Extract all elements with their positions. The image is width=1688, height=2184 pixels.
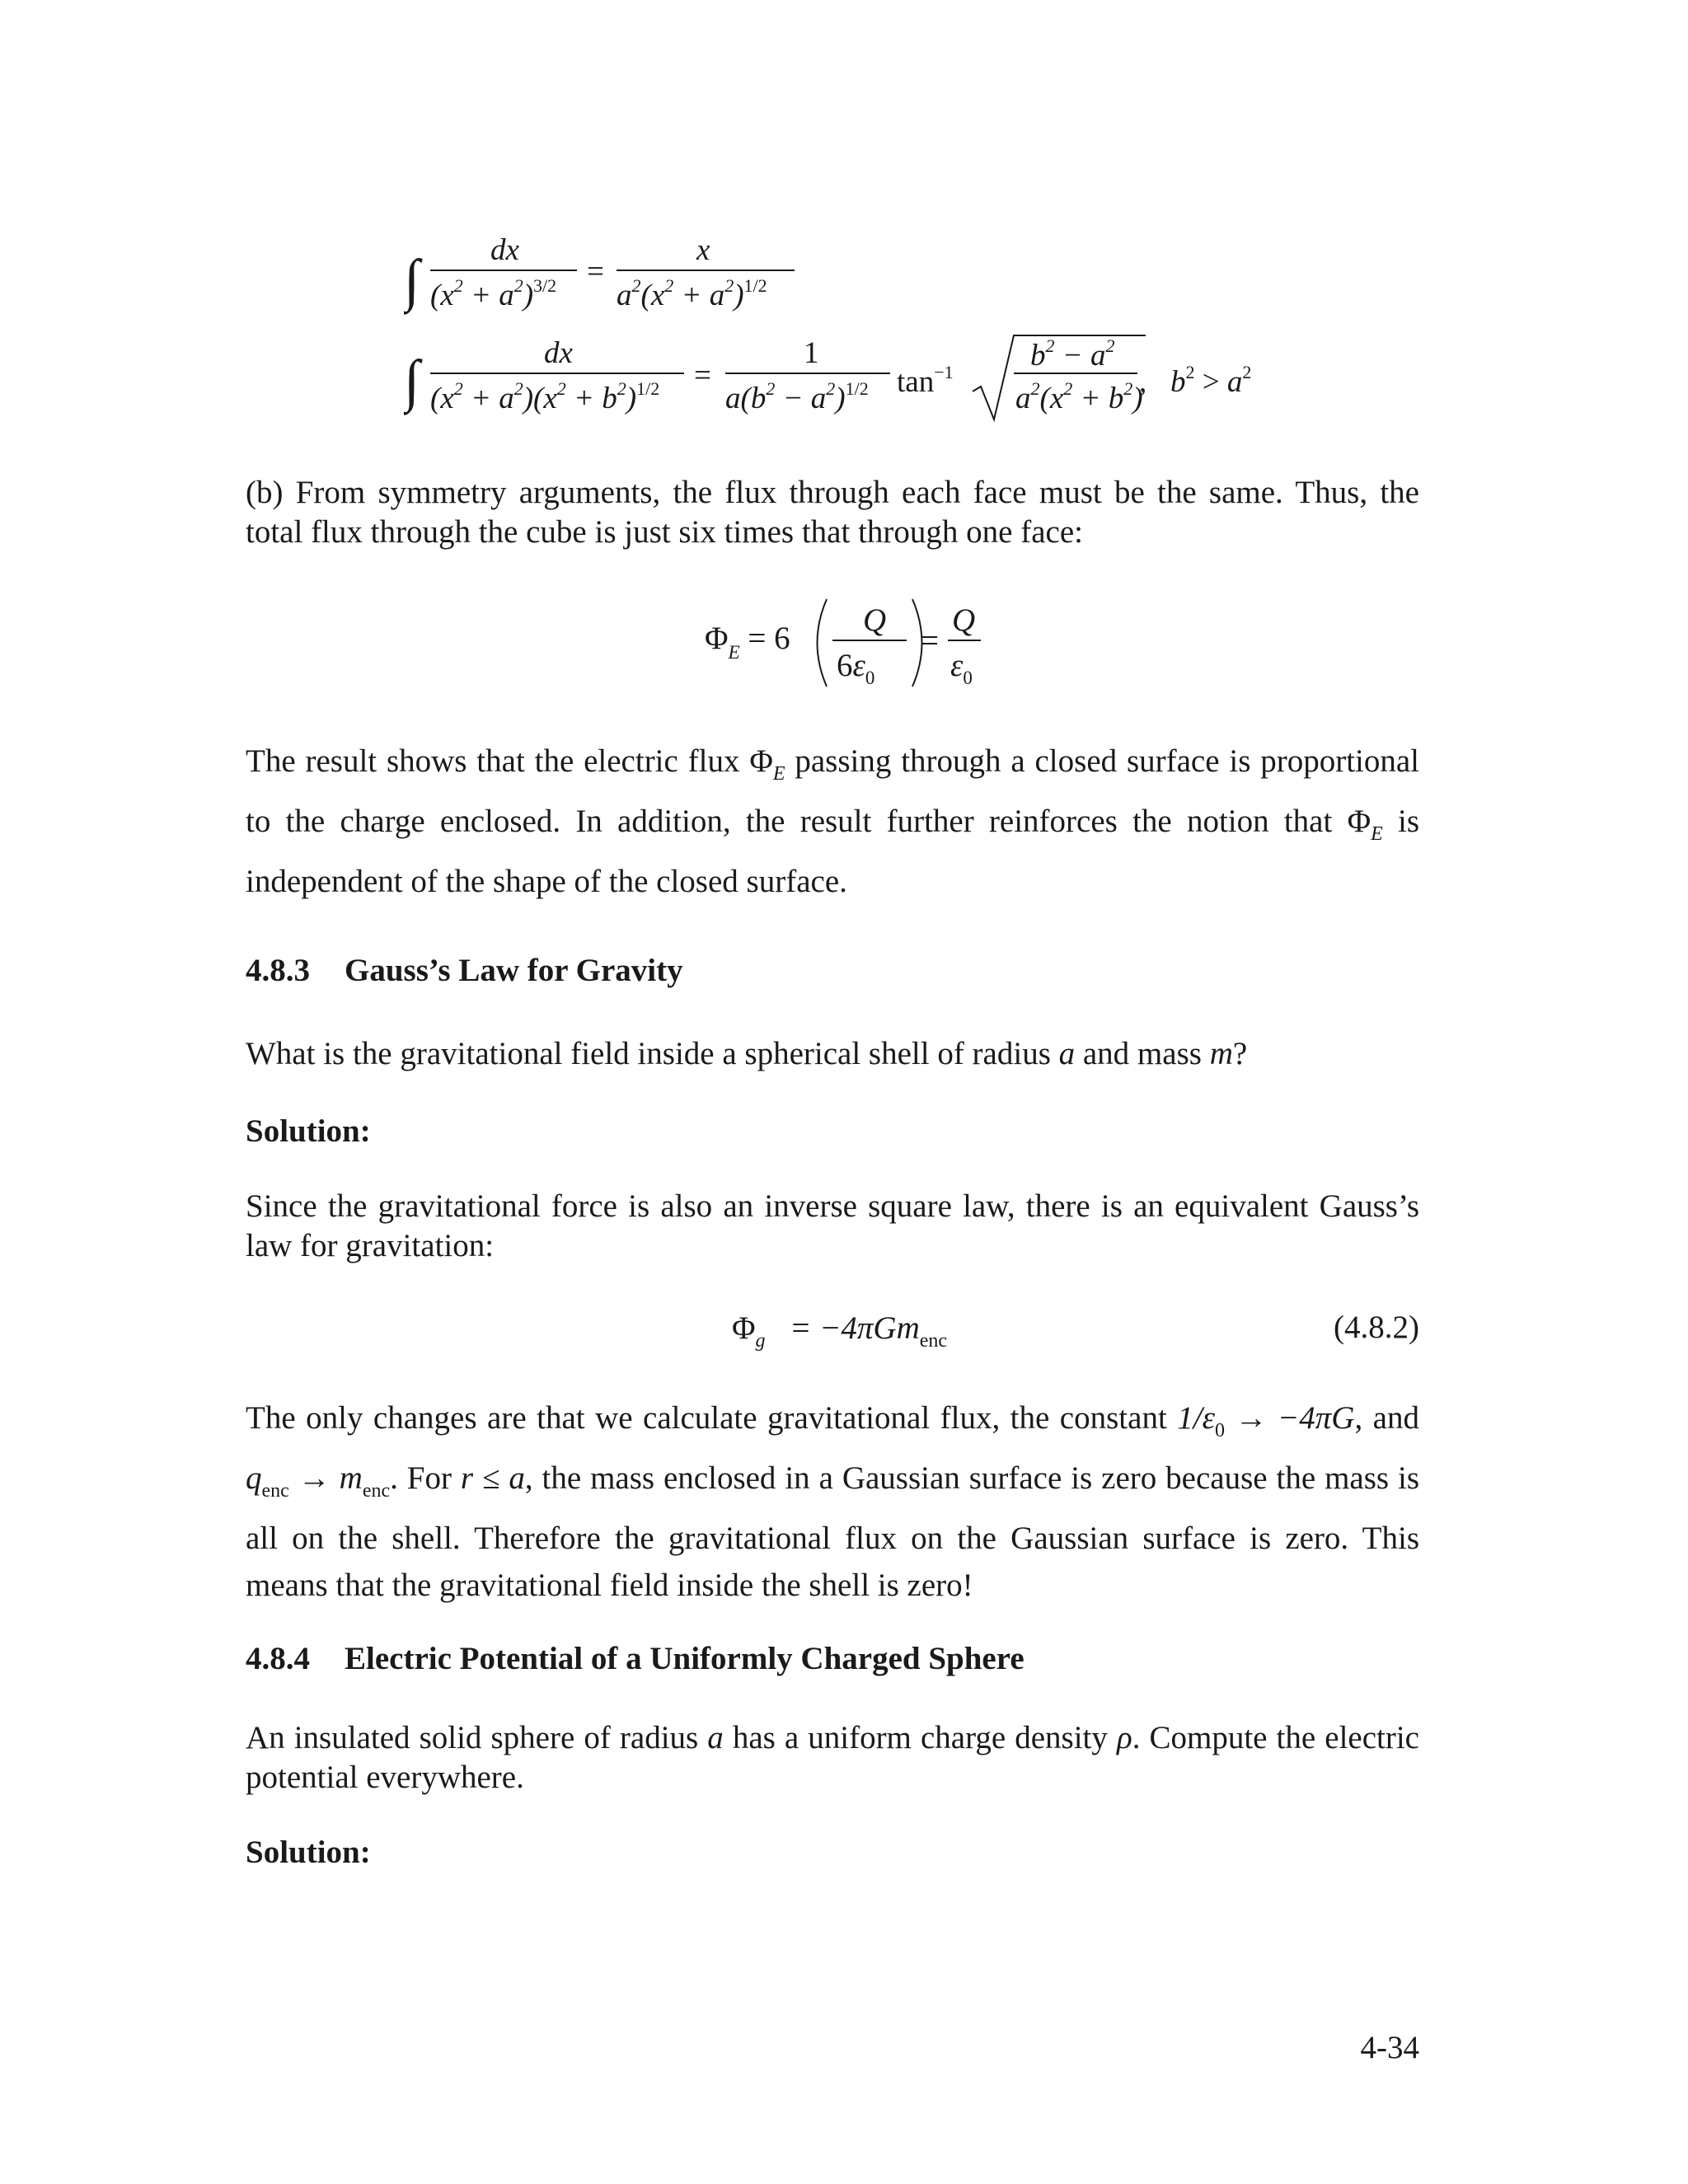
var-rho: ρ [1116, 1720, 1132, 1755]
section-title: Electric Potential of a Uniformly Charged Sphere [345, 1641, 1025, 1676]
arctan-function: $\tan^{-1}$ [897, 362, 954, 399]
left-paren [818, 599, 828, 687]
inner-denominator: $6\varepsilon_0$ [837, 648, 875, 688]
section-heading-4-8-3 [246, 952, 683, 989]
integral-sign: ∫ [404, 349, 420, 413]
gravity-flux-lhs: $\Phi_g$ [732, 1310, 766, 1352]
part-b-paragraph: (b) From symmetry arguments, the flux through each face must be the same. Thus, the total flux through the cube is just six times that through one face: [246, 475, 1419, 550]
paragraph-text: has a uniform charge density [732, 1720, 1108, 1755]
var-m: m [1209, 1036, 1233, 1071]
result-text-1: The result shows that the electric flux [246, 743, 740, 779]
solution-label: Solution: [246, 1113, 371, 1149]
comma: , [1139, 365, 1147, 399]
rhs-denominator: $\varepsilon_0$ [950, 648, 973, 688]
section-heading-4-8-4 [246, 1640, 1025, 1677]
phi-e-symbol: $\Phi_E$ [1347, 804, 1383, 845]
paragraph-text: . For [390, 1460, 452, 1496]
gravity-flux-rhs: = −4πGm$_{enc}$ [790, 1310, 948, 1352]
gravity-changes-paragraph [246, 1394, 1419, 1609]
int1-rhs-numerator: x [696, 235, 710, 267]
section-number: 4.8.4 [246, 1641, 310, 1676]
int2-root-numerator: $b^2 - a^2$ [1030, 335, 1115, 373]
paragraph-text: The only changes are that we calculate gravitational flux, the constant [246, 1400, 1167, 1436]
var-a: a [707, 1720, 724, 1755]
int2-rhs-denominator: $a(b^2 - a^2)^{1/2}$ [725, 378, 869, 415]
int1-lhs-denominator: $(x^2 + a^2)^{3/2}$ [430, 275, 557, 312]
question-text: What is the gravitational field inside a spherical shell of radius [246, 1036, 1051, 1071]
paragraph-text: , the mass enclosed in a Gaussian surface is zero because the mass is all on the shell. Therefore the gravitational flux on the Gaussian surface is zero. This means that the gravitational field inside the shell is zero! [246, 1460, 1420, 1603]
q-enc-expression: $q_{enc} \to m_{enc}$ [246, 1460, 391, 1502]
int2-lhs-denominator: $(x^2 + a^2)(x^2 + b^2)^{1/2}$ [430, 378, 660, 415]
constant-expression: $1/\varepsilon_0 \to -4\pi G$ [1177, 1400, 1355, 1441]
paragraph-text: , and [1354, 1400, 1419, 1436]
integral-sign: ∫ [404, 249, 420, 312]
equals-sign: = [694, 359, 711, 392]
paragraph-text: An insulated solid sphere of radius [246, 1720, 699, 1755]
condition-expression: r ≤ a [460, 1460, 525, 1496]
int1-rhs-denominator: $a^2(x^2 + a^2)^{1/2}$ [617, 275, 767, 312]
result-paragraph [246, 738, 1419, 906]
equation-number: (4.8.2) [1334, 1310, 1419, 1345]
question-mark: ? [1232, 1036, 1248, 1071]
int1-lhs-numerator: dx [490, 235, 519, 267]
flux-equation [705, 589, 985, 701]
int2-root-denominator: $a^2(x^2 + b^2)$ [1015, 378, 1143, 415]
phi-e-symbol: $\Phi_E$ [749, 743, 785, 785]
integral-formulas [404, 235, 1311, 433]
phi-e-symbol: $\Phi_E = 6$ [705, 621, 790, 663]
equals-sign: = [921, 623, 939, 658]
rhs-numerator: Q [952, 602, 976, 638]
solution-label: Solution: [246, 1835, 371, 1870]
result-text-2: passing through a closed surface is proportional to the charge enclosed. In addition, the result further reinforces the notion that [246, 743, 1420, 839]
question-paragraph [246, 1034, 1419, 1074]
gauss-gravity-paragraph: Since the gravitational force is also an inverse square law, there is an equivalent Gauss’s law for gravitation: [246, 1188, 1419, 1263]
equals-sign: = [587, 255, 604, 288]
inner-numerator: Q [863, 602, 887, 638]
int2-condition: $b^2 > a^2$ [1170, 362, 1252, 399]
var-a: a [1058, 1036, 1076, 1071]
int2-lhs-numerator: dx [544, 336, 573, 370]
result-text-3: is independent of the shape of the closed surface. [246, 804, 1419, 899]
sphere-problem-paragraph [246, 1718, 1419, 1797]
int2-rhs-numerator: 1 [804, 336, 819, 370]
section-title: Gauss’s Law for Gravity [345, 953, 683, 988]
page-number: 4-34 [1360, 2030, 1419, 2065]
paragraph-text: . Compute the electric potential everywhere. [246, 1720, 1419, 1795]
section-number: 4.8.3 [246, 953, 310, 988]
question-text: and mass [1082, 1036, 1202, 1071]
